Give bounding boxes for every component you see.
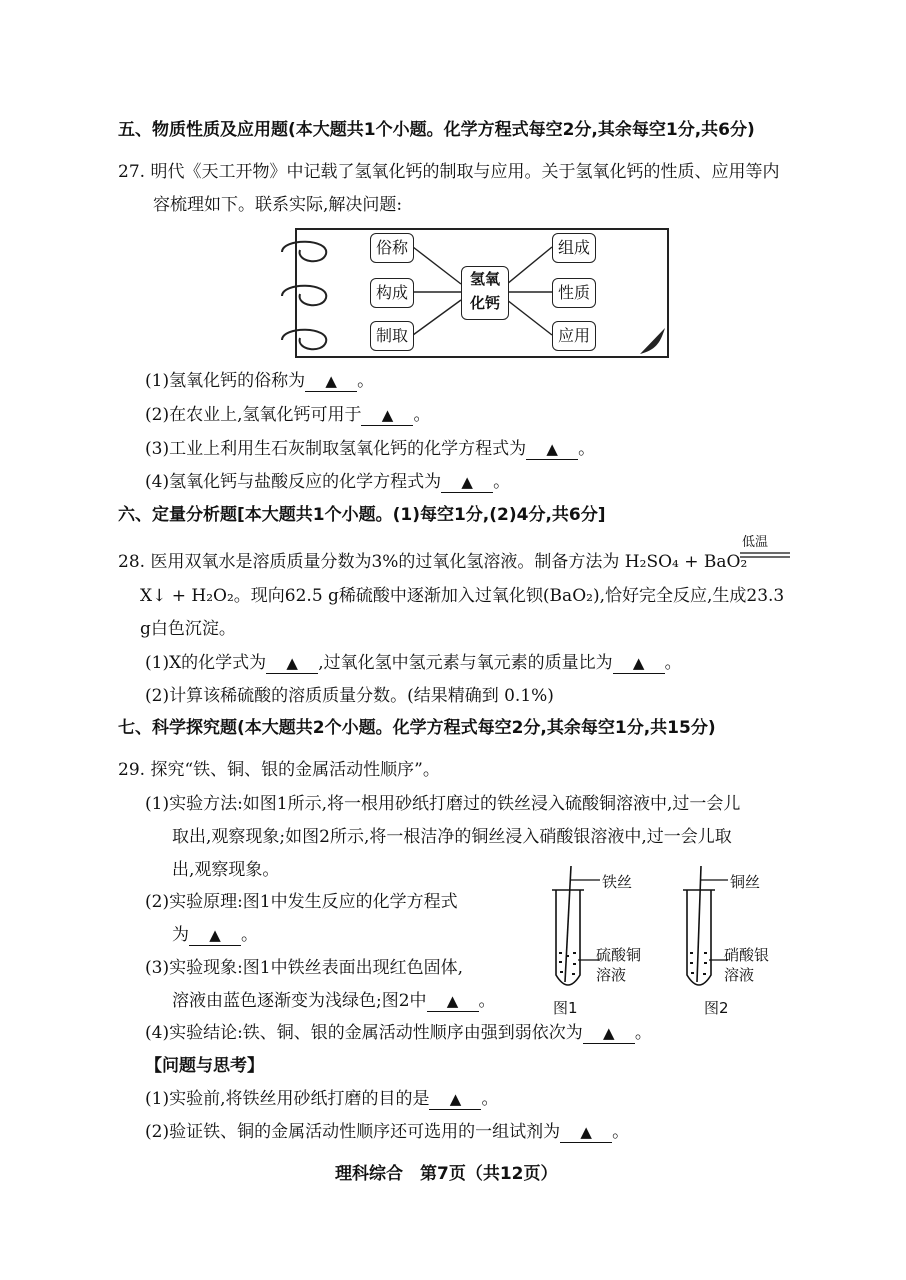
fig1-caption: 图1 [553,999,578,1017]
q29-s1-line1: (1)实验方法:如图1所示,将一根用砂纸打磨过的铁丝浸入硫酸铜溶液中,过一会儿 [145,794,741,814]
answer-blank [189,925,241,946]
q28-line2: X↓ + H₂O₂。现向62.5 g稀硫酸中逐渐加入过氧化钡(BaO₂),恰好完全反应,生成23.3 [140,586,785,606]
q29-s4-text: (4)实验结论:铁、铜、银的金属活动性顺序由强到弱依次为 [145,1023,583,1043]
fig1-solution-label-2: 溶液 [596,966,627,984]
blank-triangle: ▲ [446,992,459,1010]
answer-blank [613,653,665,674]
q27-sub3-text: (3)工业上利用生石灰制取氢氧化钙的化学方程式为 [145,439,527,459]
q27-sub2 [145,403,430,427]
fig2-solution-label-1: 硝酸银 [724,946,770,964]
q27-sub4 [145,470,510,494]
q28-sub2: (2)计算该稀硫酸的溶质质量分数。(结果精确到 0.1%) [145,686,554,706]
center-line2: 化钙 [469,294,500,312]
answer-blank [266,653,318,674]
answer-blank [427,991,479,1012]
blank-triangle: ▲ [209,926,221,944]
center-line1: 氢氧 [469,270,500,288]
period: 。 [578,439,596,459]
answer-blank [526,439,578,460]
diagram-box-preparation: 制取 [370,321,414,351]
page-footer: 理科综合 第7页（共12页） [335,1164,558,1184]
q27-sub4-text: (4)氢氧化钙与盐酸反应的化学方程式为 [145,472,442,492]
q29-s3-line2 [172,989,496,1013]
q29-s1-line3: 出,观察现象。 [172,860,280,880]
period: 。 [493,472,511,492]
diagram-box-composition: 组成 [552,233,596,263]
period: 。 [478,991,496,1011]
diagram-box-application: 应用 [552,321,596,351]
answer-blank [583,1023,635,1044]
q28-sub1 [145,651,682,675]
blank-triangle: ▲ [461,473,473,491]
q29-s3-line2-text: 溶液由蓝色逐渐变为浅绿色;图2中 [172,991,427,1011]
answer-blank [305,371,357,392]
answer-blank [429,1089,481,1110]
blank-triangle: ▲ [449,1090,462,1108]
fig2-wire-label: 铜丝 [730,873,761,891]
q27-stem-line2: 容梳理如下。联系实际,解决问题: [153,195,403,215]
think-q1-text: (1)实验前,将铁丝用砂纸打磨的目的是 [145,1089,430,1109]
period: 。 [357,371,375,391]
q29-s1-line2: 取出,观察现象;如图2所示,将一根洁净的铜丝浸入硝酸银溶液中,过一会儿取 [172,827,732,847]
blank-triangle: ▲ [325,372,337,390]
q29-line1: 29. 探究“铁、铜、银的金属活动性顺序”。 [118,760,440,780]
q27-sub2-text: (2)在农业上,氢氧化钙可用于 [145,405,362,425]
section-6-title: 六、定量分析题[本大题共1个小题。(1)每空1分,(2)4分,共6分] [118,505,606,525]
q27-stem-line1: 27. 明代《天工开物》中记载了氢氧化钙的制取与应用。关于氢氧化钙的性质、应用等内 [118,162,780,182]
blank-triangle: ▲ [632,654,645,672]
period: 。 [664,653,682,673]
q28-line1-text: 28. 医用双氧水是溶质质量分数为3%的过氧化氢溶液。制备方法为 H₂SO₄ + BaO₂ [118,552,748,572]
q28-condition: 低温 [742,535,769,550]
q27-sub1 [145,369,374,393]
diagram-box-structure: 构成 [370,278,414,308]
think-title: 【问题与思考】 [145,1056,264,1076]
section-5-title: 五、物质性质及应用题(本大题共1个小题。化学方程式每空2分,其余每空1分,共6分) [118,120,755,140]
period: 。 [481,1089,499,1109]
diagram-box-common-name: 俗称 [370,233,414,263]
period: 。 [634,1023,652,1043]
q29-s2-line2-text: 为 [172,925,189,945]
think-q2 [145,1120,629,1144]
q28-sub1b-text: ,过氧化氢中氢元素与氧元素的质量比为 [318,653,613,673]
blank-triangle: ▲ [580,1123,592,1141]
q29-s3-line1: (3)实验现象:图1中铁丝表面出现红色固体, [145,958,464,978]
diagram-center-box [461,266,509,320]
blank-triangle: ▲ [286,654,298,672]
fig2-caption: 图2 [704,999,729,1017]
q29-s4 [145,1021,652,1045]
section-7-title: 七、科学探究题(本大题共2个小题。化学方程式每空2分,其余每空1分,共15分) [118,718,716,738]
q29-s2-line1: (2)实验原理:图1中发生反应的化学方程式 [145,892,458,912]
diagram-box-property: 性质 [552,278,596,308]
think-q2-text: (2)验证铁、铜的金属活动性顺序还可选用的一组试剂为 [145,1122,561,1142]
q28-line3: g白色沉淀。 [140,619,236,639]
answer-blank [560,1122,612,1143]
q27-sub1-text: (1)氢氧化钙的俗称为 [145,371,306,391]
answer-blank [441,472,493,493]
fig1-solution-label-1: 硫酸铜 [596,946,642,964]
period: 。 [241,925,258,945]
period: 。 [413,405,431,425]
blank-triangle: ▲ [546,440,558,458]
q28-sub1a-text: (1)X的化学式为 [145,653,267,673]
blank-triangle: ▲ [603,1024,615,1042]
think-q1 [145,1087,498,1111]
q29-s2-line2 [172,923,258,947]
period: 。 [612,1122,630,1142]
q28-line1 [118,550,747,574]
fig1-wire-label: 铁丝 [602,873,633,891]
answer-blank [361,405,413,426]
q27-sub3 [145,437,595,461]
blank-triangle: ▲ [381,406,394,424]
fig2-solution-label-2: 溶液 [724,966,755,984]
